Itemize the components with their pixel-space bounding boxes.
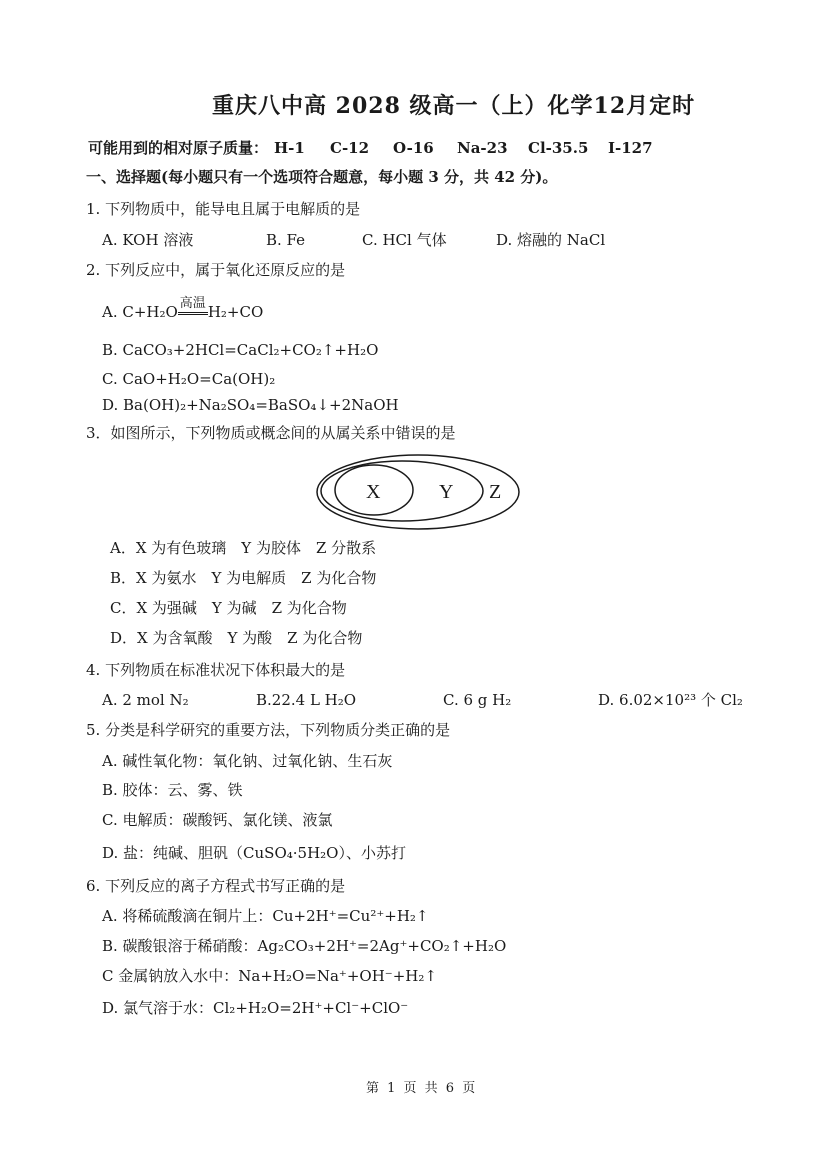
label-y: Y [439,481,454,503]
mass-o: O-16 [393,139,434,157]
mass-c: C-12 [330,139,370,157]
question-4-stem: 4. 下列物质在标准状况下体积最大的是 [86,661,346,679]
atomic-masses-label: 可能用到的相对原子质量： [88,139,269,157]
question-4-option-a: A. 2 mol N₂ [102,691,189,709]
section-heading: 一、选择题(每小题只有一个选项符合题意，每小题 3 分，共 42 分)。 [86,168,558,186]
question-1-option-d: D. 熔融的 NaCl [496,231,606,249]
nested-ellipses-diagram [314,452,526,532]
question-6-option-a: A. 将稀硫酸滴在铜片上：Cu+2H⁺=Cu²⁺+H₂↑ [102,907,429,925]
label-z: Z [489,481,502,503]
question-3-option-d: D．X 为含氧酸 Y 为酸 Z 为化合物 [110,629,363,647]
question-1-option-c: C. HCl 气体 [362,231,447,249]
question-2-option-a [102,296,264,325]
question-5-stem: 5. 分类是科学研究的重要方法，下列物质分类正确的是 [86,721,451,739]
question-5-option-d: D. 盐：纯碱、胆矾（CuSO₄·5H₂O）、小苏打 [102,844,406,862]
mass-i: I-127 [608,139,653,157]
question-6-option-b: B. 碳酸银溶于稀硝酸：Ag₂CO₃+2H⁺=2Ag⁺+CO₂↑+H₂O [102,937,507,955]
question-1-option-b: B. Fe [266,231,306,249]
question-3-option-b: B．X 为氨水 Y 为电解质 Z 为化合物 [110,569,377,587]
question-2-option-a-products: H₂+CO [207,303,264,321]
reaction-condition [178,297,208,315]
question-2-option-d: D. Ba(OH)₂+Na₂SO₄=BaSO₄↓+2NaOH [102,396,399,414]
question-4-option-b: B.22.4 L H₂O [256,691,357,709]
question-2-stem: 2. 下列反应中，属于氧化还原反应的是 [86,261,346,279]
question-1-option-a: A. KOH 溶液 [102,231,194,249]
question-4-option-d: D. 6.02×10²³ 个 Cl₂ [598,691,743,709]
question-3-option-a: A．X 为有色玻璃 Y 为胶体 Z 分散系 [110,539,377,557]
ellipse-y [321,461,483,521]
reaction-condition-label: 高温 [179,296,206,311]
question-2-option-a-reactants: A. C+H₂O [102,303,178,321]
label-x: X [366,481,381,503]
mass-h: H-1 [274,139,305,157]
page-footer: 第 1 页 共 6 页 [366,1081,478,1096]
atomic-masses [88,138,708,158]
page-title: 重庆八中高 2028 级高一（上）化学12月定时 [212,93,696,119]
mass-cl: Cl-35.5 [528,139,589,157]
question-3-stem: 3．如图所示，下列物质或概念间的从属关系中错误的是 [86,424,456,442]
question-2-option-c: C. CaO+H₂O=Ca(OH)₂ [102,370,276,388]
question-3-option-c: C．X 为强碱 Y 为碱 Z 为化合物 [110,599,347,617]
question-6-option-d: D. 氯气溶于水：Cl₂+H₂O=2H⁺+Cl⁻+ClO⁻ [102,999,409,1017]
question-1-stem: 1. 下列物质中，能导电且属于电解质的是 [86,200,361,218]
question-4-option-c: C. 6 g H₂ [443,691,512,709]
question-6-option-c: C 金属钠放入水中：Na+H₂O=Na⁺+OH⁻+H₂↑ [102,967,437,985]
question-5-option-c: C. 电解质：碳酸钙、氯化镁、液氯 [102,811,333,829]
question-6-stem: 6. 下列反应的离子方程式书写正确的是 [86,877,346,895]
question-5-option-a: A. 碱性氧化物：氧化钠、过氧化钠、生石灰 [102,752,393,770]
question-2-option-b: B. CaCO₃+2HCl=CaCl₂+CO₂↑+H₂O [102,341,379,359]
mass-na: Na-23 [457,139,508,157]
question-5-option-b: B. 胶体：云、雾、铁 [102,781,243,799]
equals-bar [178,312,208,315]
